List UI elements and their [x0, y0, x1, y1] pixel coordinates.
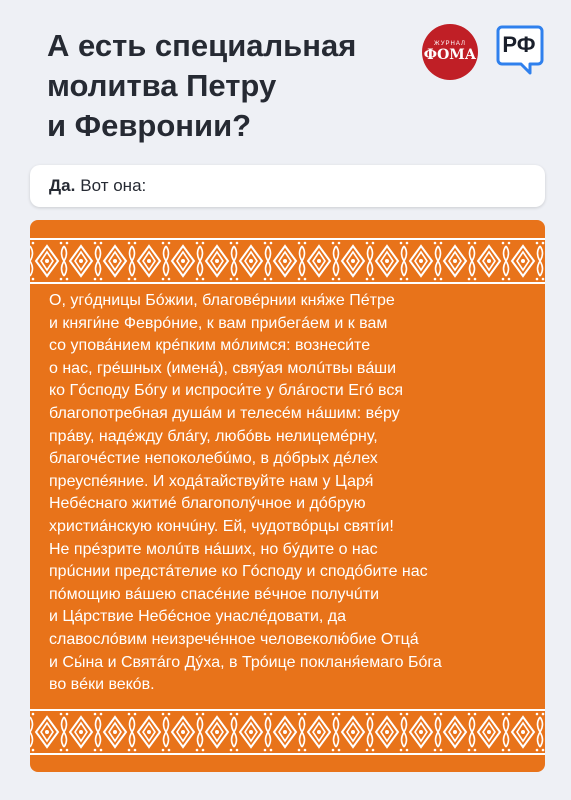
answer-bold: Да. — [49, 176, 76, 195]
rf-logo-text: РФ — [502, 32, 536, 57]
ornament-border-top — [30, 238, 545, 284]
prayer-panel — [30, 220, 545, 772]
ornament-border-bottom — [30, 709, 545, 755]
foma-logo — [422, 24, 478, 80]
page-title: А есть специальная молитва Петру и Февронии? — [47, 28, 357, 143]
prayer-text: О, угóдницы Бóжии, благовéрнии кня́же Пéтре и княги́не Феврóние, к вам прибегáем и к вам со упова́нием крéпким мóлимся: вознеси́те о нас, грéшных (имена́), свяу́ая молúтвы вáши ко Гóсподу Бóгу и испроси́те у блáгости Егó вся благопотребная душáм и телесéм нáшим: вéру прáву, надéжду блáгу, любóвь нелицемéрну, благочéстие непоколебúмо, в дóбрых дéлех преуспéяние. И ходáтайствуйте нам у Царя́ Небéснаго житиé благополýчное и дóбрую христиáнскую кончúну. Ей, чудотвóрцы святíи! Не прéзрите молúтв нáших, но бýдите о нас прúснии предстáтелие ко Гóсподу и сподóбите нас пóмощию вáшею спасéние вéчное получúти и Цáрствие Небéсное унаслéдовати, да славослóвим неизречéнное человеколю́бие Отцá и Сы́на и Святáго Дýха, в Трóице покланя́емаго Бóга во вéки векóв. — [49, 292, 442, 694]
foma-logo-small-text: ЖУРНАЛ — [434, 41, 466, 47]
answer-text: Вот она: — [80, 176, 147, 195]
rf-logo — [496, 24, 546, 74]
answer-card — [30, 165, 545, 207]
foma-logo-text: ФОМА — [423, 47, 477, 63]
